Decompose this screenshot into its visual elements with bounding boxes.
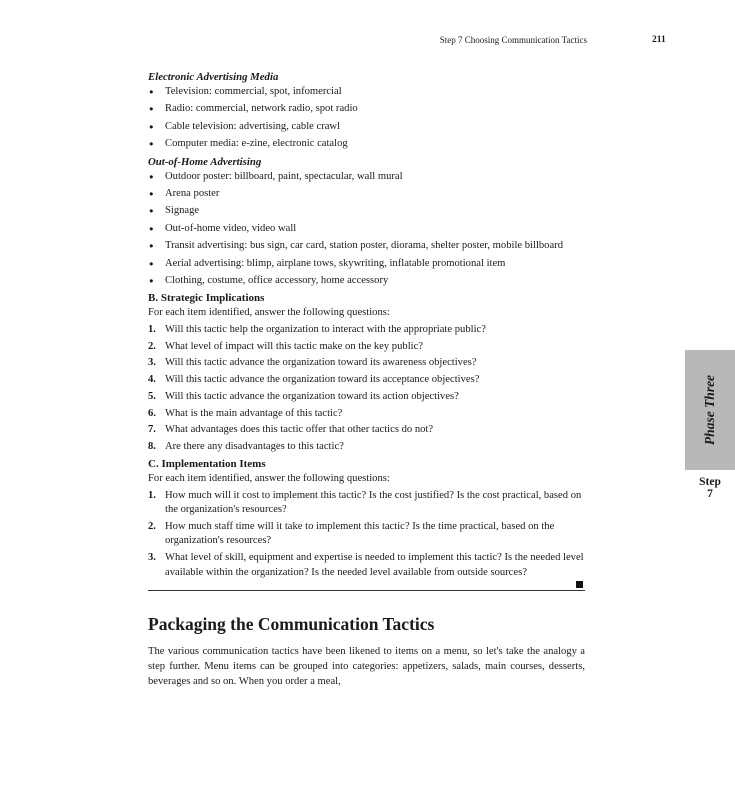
list-item (148, 440, 585, 455)
end-mark-icon (576, 581, 583, 588)
list-item (148, 551, 585, 579)
list-item (148, 356, 585, 371)
running-head: Step 7 Choosing Communication Tactics (439, 35, 587, 45)
out-of-home-heading: Out-of-Home Advertising (148, 155, 262, 168)
item-number: 2. (148, 520, 156, 532)
step-label: Step (699, 476, 721, 488)
step-number: 7 (707, 488, 713, 500)
list-item (148, 489, 585, 517)
step-indicator (685, 476, 735, 500)
item-text: How much will it cost to implement this tactic? Is the cost justified? Is the cost practical, based on the organization's resources? (165, 489, 582, 515)
item-number: 2. (148, 340, 156, 352)
running-header (0, 35, 735, 49)
list-item: ● Transit advertising: bus sign, car card, station poster, diorama, shelter poster, mobile billboard (148, 239, 585, 254)
list-item: ● Cable television: advertising, cable crawl (148, 120, 585, 135)
list-item (148, 340, 585, 355)
page-number: 211 (652, 35, 666, 45)
item-text: Will this tactic help the organization to interact with the appropriate public? (165, 323, 486, 335)
item-number: 3. (148, 357, 156, 369)
list-item (148, 390, 585, 405)
out-of-home-list (148, 170, 585, 289)
list-item (148, 323, 585, 338)
phase-tab (685, 350, 735, 470)
body-paragraph: The various communication tactics have been likened to items on a menu, so let's take the analogy a step further. Menu items can be grouped into categories: appetizers, salads, main courses, desserts, beverages and so on. When you order a meal, (148, 645, 585, 687)
electronic-heading: Electronic Advertising Media (148, 71, 279, 83)
list-item: ● Aerial advertising: blimp, airplane tows, skywriting, inflatable promotional item (148, 257, 585, 272)
list-item (148, 373, 585, 388)
section-title: Packaging the Communication Tactics (148, 613, 435, 634)
list-item: ● Arena poster (148, 187, 585, 202)
list-item (148, 407, 585, 422)
horizontal-rule (148, 590, 585, 591)
strategic-intro: For each item identified, answer the following questions: (148, 307, 390, 319)
item-number: 1. (148, 323, 156, 335)
item-number: 8. (148, 441, 156, 453)
electronic-list (148, 85, 585, 152)
strategic-heading: B. Strategic Implications (148, 292, 265, 305)
list-item: ● Outdoor poster: billboard, paint, spectacular, wall mural (148, 170, 585, 185)
item-text: How much staff time will it take to implement this tactic? Is the time practical, based on the organization's resources? (165, 520, 555, 547)
item-number: 1. (148, 489, 156, 501)
section-end-rule (148, 583, 585, 593)
item-text: Will this tactic advance the organization toward its action objectives? (165, 390, 459, 402)
list-item: ● Radio: commercial, network radio, spot radio (148, 102, 585, 117)
item-text: Are there any disadvantages to this tactic? (165, 441, 344, 453)
page-content (148, 70, 585, 689)
item-text: What advantages does this tactic offer that other tactics do not? (165, 424, 434, 436)
item-text: What level of impact will this tactic make on the key public? (165, 340, 423, 352)
implementation-list (148, 489, 585, 580)
item-number: 6. (148, 407, 156, 419)
item-number: 3. (148, 552, 156, 564)
item-text: Will this tactic advance the organization toward its awareness objectives? (165, 357, 477, 369)
item-text: What level of skill, equipment and expertise is needed to implement this tactic? Is the needed level available within the organization? Is the needed level available from outside sources? (165, 552, 584, 578)
list-item: ● Out-of-home video, video wall (148, 222, 585, 237)
list-item: ● Clothing, costume, office accessory, home accessory (148, 274, 585, 289)
item-text: Will this tactic advance the organization toward its acceptance objectives? (165, 374, 480, 386)
list-item: ● Signage (148, 204, 585, 219)
strategic-list (148, 323, 585, 455)
item-number: 4. (148, 374, 156, 386)
phase-label: Phase Three (702, 374, 717, 446)
item-number: 5. (148, 390, 156, 402)
implementation-intro: For each item identified, answer the following questions: (148, 473, 390, 485)
implementation-heading: C. Implementation Items (148, 458, 266, 471)
list-item (148, 520, 585, 548)
item-text: What is the main advantage of this tactic? (165, 407, 343, 419)
item-number: 7. (148, 424, 156, 436)
list-item: ● Television: commercial, spot, infomercial (148, 85, 585, 100)
list-item: ● Computer media: e-zine, electronic catalog (148, 137, 585, 152)
list-item (148, 423, 585, 438)
